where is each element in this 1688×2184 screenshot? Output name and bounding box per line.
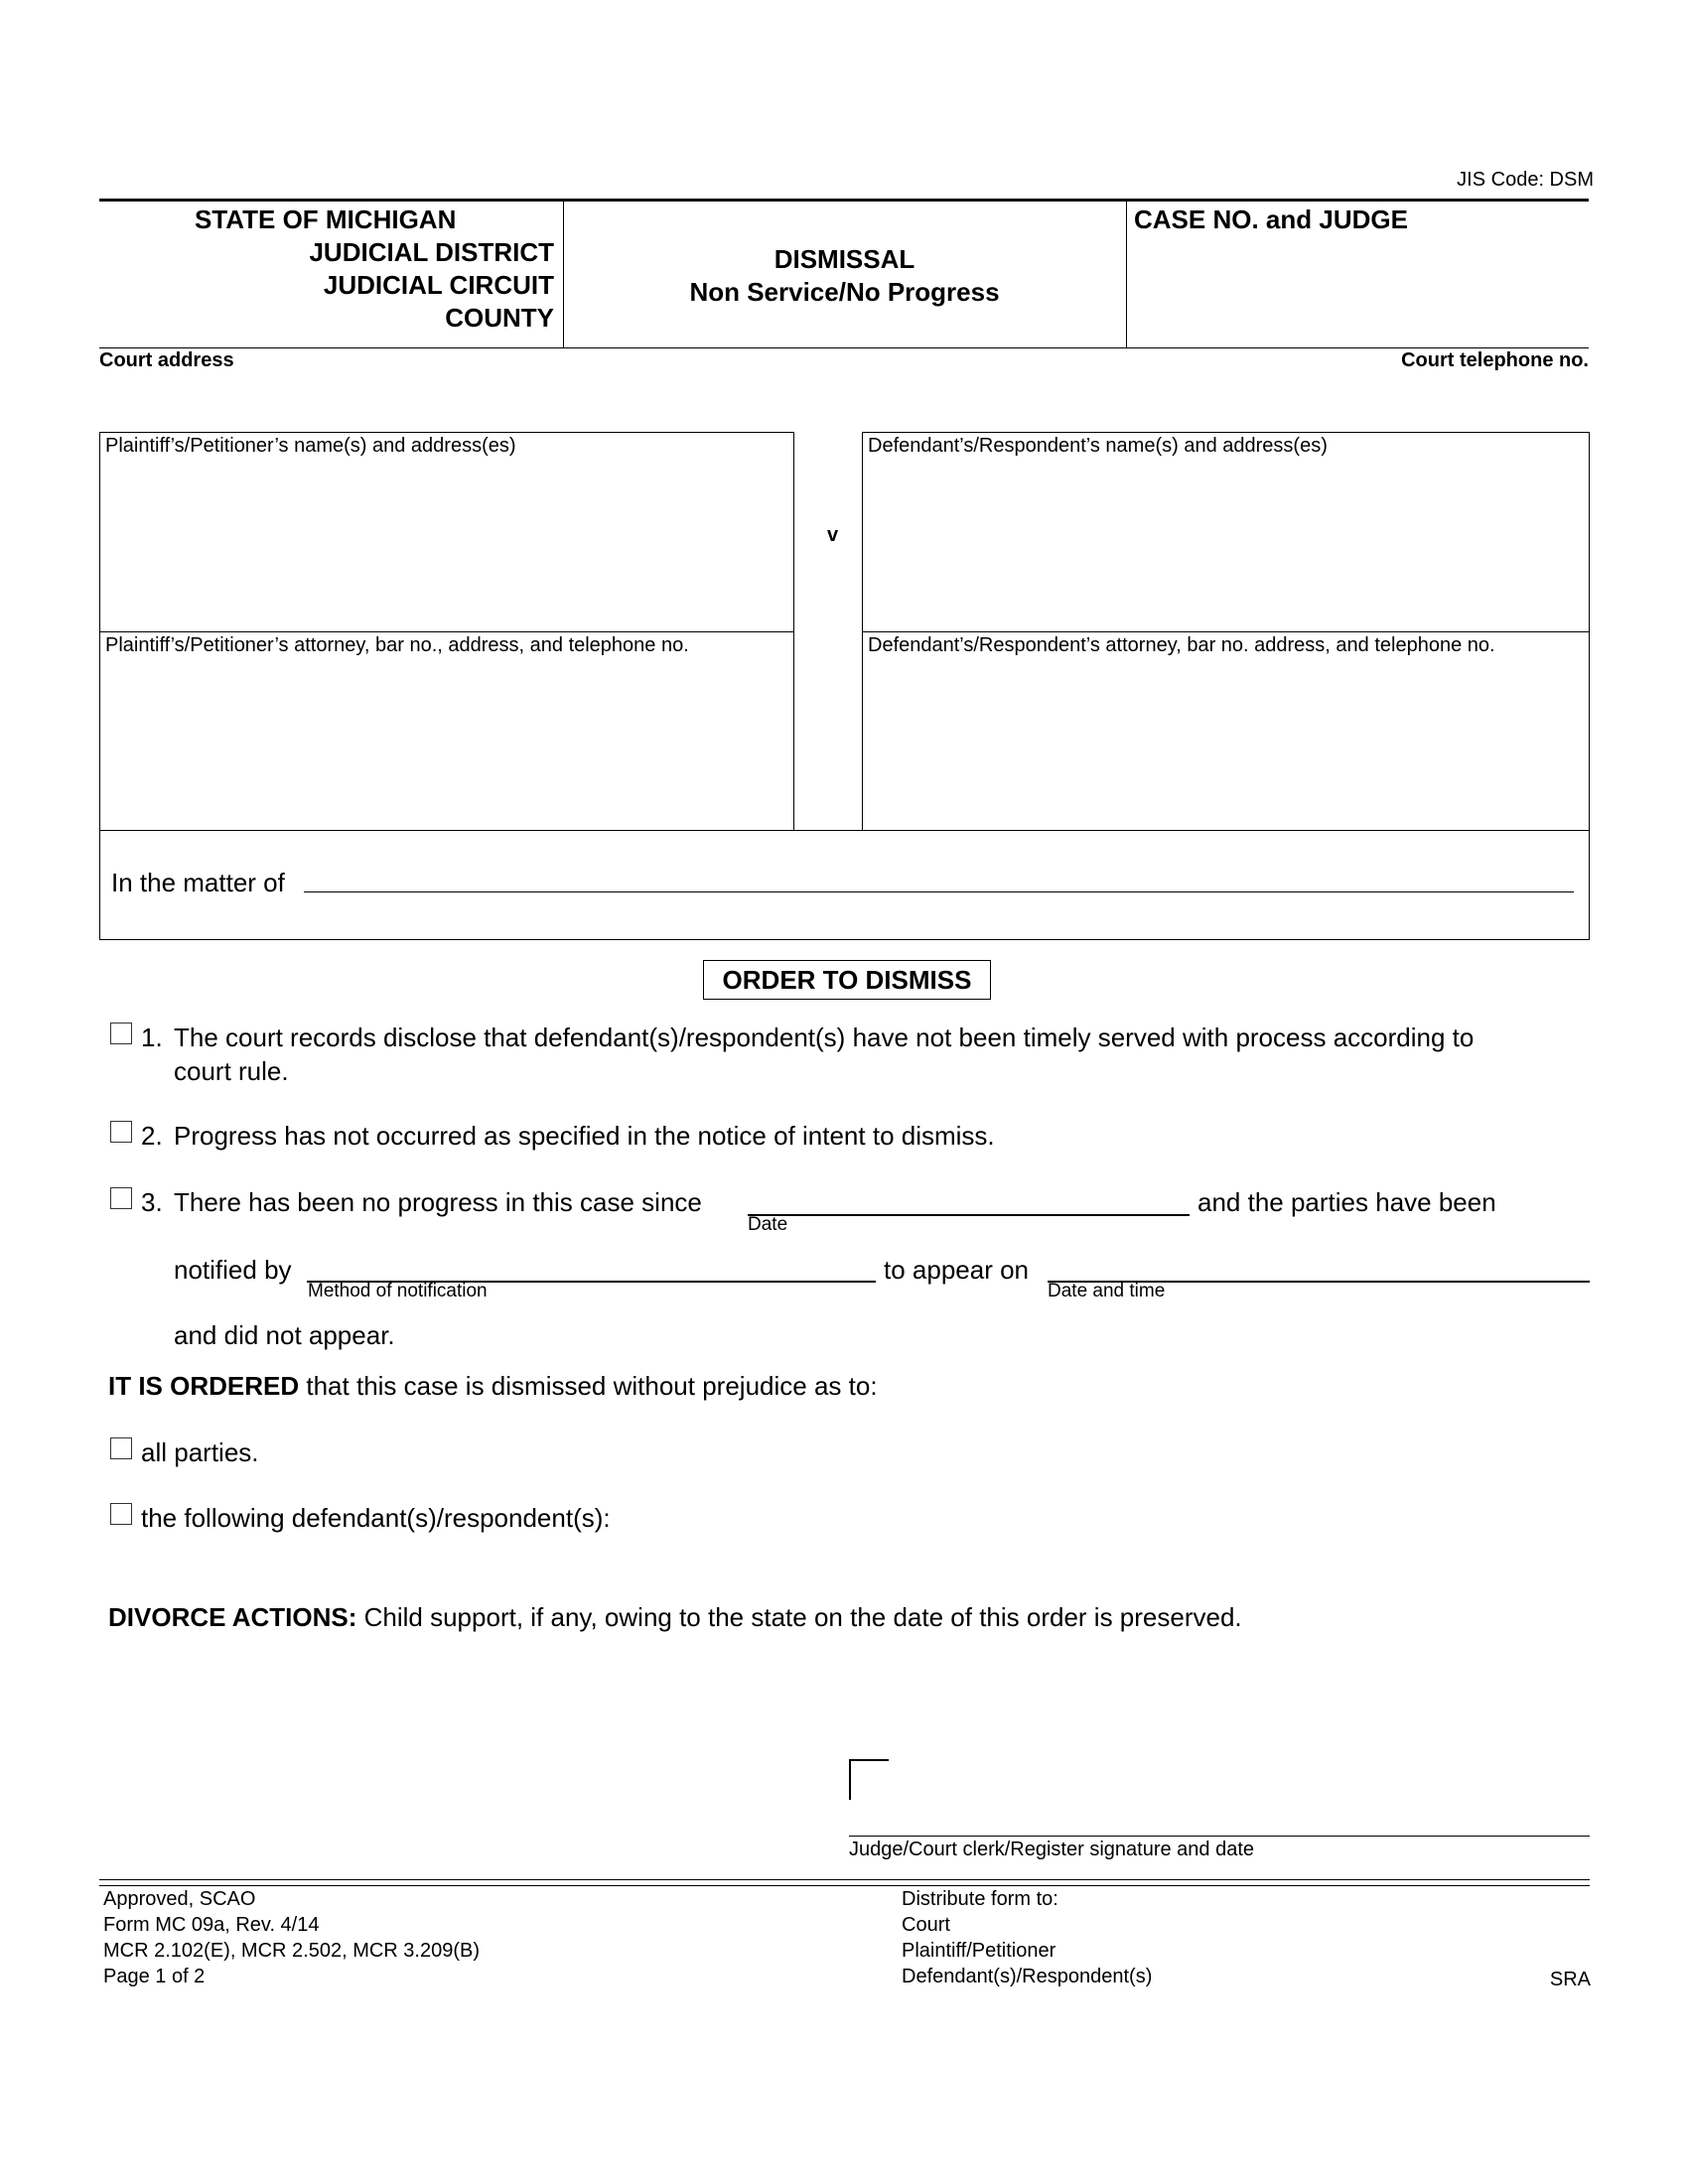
plaintiff-divider	[99, 631, 794, 632]
divorce-text: Child support, if any, owing to the state on the date of this order is preserved.	[363, 1602, 1242, 1632]
following-checkbox[interactable]	[110, 1503, 132, 1525]
footer-rule-1	[99, 1879, 1590, 1880]
since-date-caption: Date	[748, 1214, 788, 1235]
appear-date-caption: Date and time	[1048, 1281, 1166, 1301]
footer-rule-2	[99, 1885, 1590, 1886]
did-not-appear-text: and did not appear.	[174, 1320, 395, 1350]
item3-text: There has been no progress in this case since	[174, 1187, 702, 1217]
following-text: the following defendant(s)/respondent(s):	[141, 1503, 611, 1533]
item1-text: The court records disclose that defendant(s)/respondent(s) have not been timely served with process according to	[174, 1023, 1475, 1052]
court-phone-label: Court telephone no.	[1401, 349, 1589, 371]
method-caption: Method of notification	[308, 1281, 488, 1301]
divorce-bold: DIVORCE ACTIONS:	[108, 1602, 357, 1632]
item2-text: Progress has not occurred as specified in the notice of intent to dismiss.	[174, 1121, 995, 1151]
item1-text-line2: court rule.	[174, 1056, 289, 1086]
defendant-divider	[862, 631, 1590, 632]
county-label: COUNTY	[445, 303, 554, 333]
header-bottom-rule	[99, 347, 1589, 348]
footer-distribute: Distribute form to:	[902, 1888, 1058, 1910]
footer-dist-defendant: Defendant(s)/Respondent(s)	[902, 1966, 1153, 1987]
in-the-matter-label: In the matter of	[111, 868, 285, 897]
item3-after-text: and the parties have been	[1197, 1187, 1496, 1217]
item1-checkbox[interactable]	[110, 1023, 132, 1044]
circuit-label: JUDICIAL CIRCUIT	[323, 270, 554, 300]
court-address-label: Court address	[99, 349, 234, 371]
signature-corner-horizontal	[849, 1759, 889, 1761]
ordered-text: that this case is dismissed without prejudice as to:	[306, 1371, 878, 1401]
footer-dist-court: Court	[902, 1914, 950, 1936]
in-the-matter-line[interactable]	[304, 891, 1574, 892]
plaintiff-attorney-label[interactable]: Plaintiff’s/Petitioner’s attorney, bar no., address, and telephone no.	[105, 634, 689, 656]
ordered-statement	[108, 1371, 878, 1402]
matter-box	[99, 830, 1590, 940]
footer-mcr: MCR 2.102(E), MCR 2.502, MCR 3.209(B)	[103, 1940, 481, 1962]
jis-code: JIS Code: DSM	[1457, 169, 1594, 191]
footer-sra: SRA	[1549, 1969, 1591, 1990]
versus-label: v	[827, 524, 839, 546]
form-subtitle: Non Service/No Progress	[689, 277, 1000, 307]
order-title: ORDER TO DISMISS	[703, 960, 991, 1000]
ordered-bold: IT IS ORDERED	[108, 1371, 300, 1401]
defendant-name-label[interactable]: Defendant’s/Respondent’s name(s) and address(es)	[868, 435, 1328, 457]
notified-by-label: notified by	[174, 1255, 292, 1285]
plaintiff-name-label[interactable]: Plaintiff’s/Petitioner’s name(s) and address(es)	[105, 435, 516, 457]
case-no-label: CASE NO. and JUDGE	[1134, 205, 1408, 234]
defendant-attorney-label[interactable]: Defendant’s/Respondent’s attorney, bar no. address, and telephone no.	[868, 634, 1495, 656]
header-top-rule	[99, 199, 1589, 202]
item2-number: 2.	[141, 1121, 163, 1151]
since-date-line[interactable]	[748, 1214, 1190, 1216]
item2-checkbox[interactable]	[110, 1121, 132, 1143]
state-label: STATE OF MICHIGAN	[195, 205, 457, 234]
form-title: DISMISSAL	[774, 244, 915, 274]
to-appear-label: to appear on	[884, 1255, 1030, 1285]
footer-form: Form MC 09a, Rev. 4/14	[103, 1914, 320, 1936]
district-label: JUDICIAL DISTRICT	[309, 237, 554, 267]
item1-number: 1.	[141, 1023, 163, 1052]
all-parties-text: all parties.	[141, 1437, 259, 1467]
divorce-statement	[108, 1602, 1242, 1633]
signature-line[interactable]	[849, 1836, 1590, 1837]
all-parties-checkbox[interactable]	[110, 1437, 132, 1459]
signature-caption: Judge/Court clerk/Register signature and date	[849, 1839, 1255, 1860]
item3-checkbox[interactable]	[110, 1187, 132, 1209]
item3-number: 3.	[141, 1187, 163, 1217]
footer-dist-plaintiff: Plaintiff/Petitioner	[902, 1940, 1056, 1962]
footer-page: Page 1 of 2	[103, 1966, 206, 1987]
footer-approved: Approved, SCAO	[103, 1888, 256, 1910]
signature-corner-vertical	[849, 1759, 851, 1800]
header-divider-2	[1126, 199, 1127, 348]
